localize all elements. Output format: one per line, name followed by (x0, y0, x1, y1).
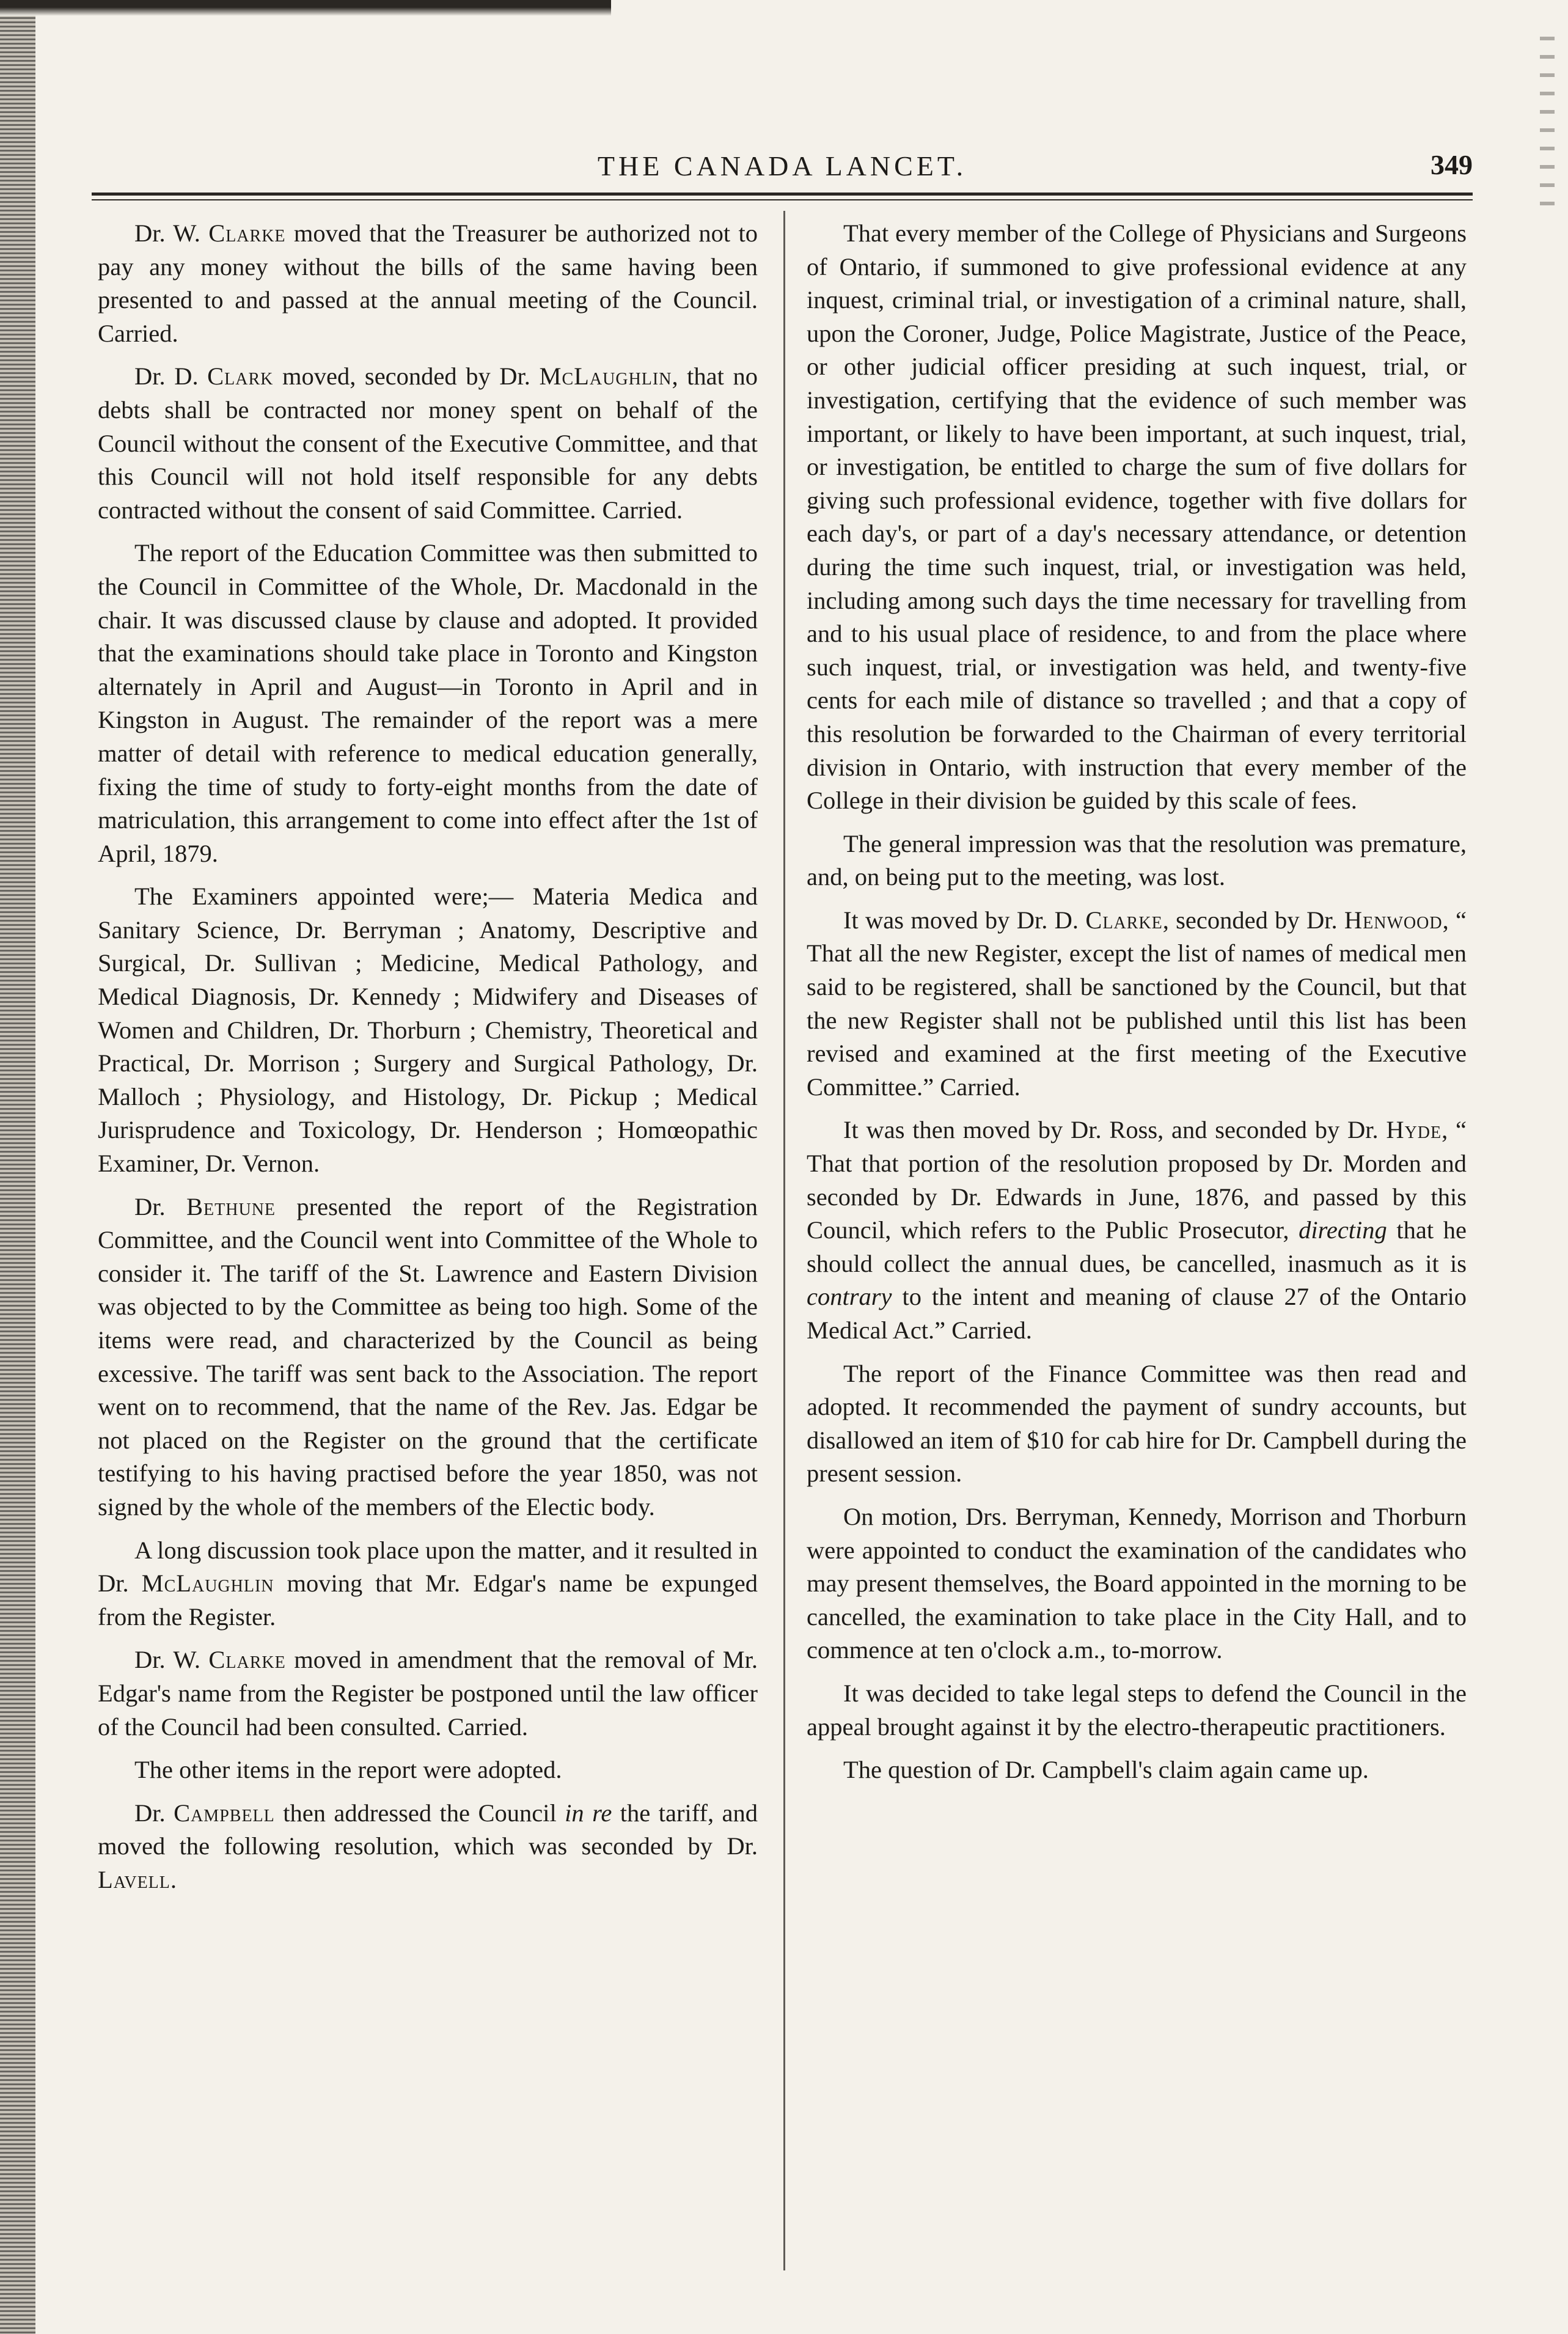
right-column (807, 217, 1467, 1787)
text-run: presented the report of the Registration Committee, and the Council went into Committee of the Whole to consider it. The tariff of the St. Lawrence and Eastern Division was objected to by the Committee as being too high. Some of the items were read, and characterized by the Council as being excessive. The tariff was sent back to the Association. The report went on to recommend, that the name of the Rev. Jas. Edgar be not placed on the Register on the ground that the certificate testifying to his having practised before the year 1850, was not signed by the whole of the members of the Electic body. (98, 1192, 758, 1521)
text-run: It was then moved by Dr. Ross, and seconded by Dr. (843, 1116, 1387, 1144)
paragraph-debts-motion (98, 360, 758, 527)
paragraph-education-report: The report of the Education Committee was then submitted to the Council in Committee of the Whole, Dr. Macdonald in the chair. It was discussed clause by clause and adopted. It provided that the examinations should take place in Toronto and Kingston alternately in April and August—in Toronto in April and in Kingston in August. The remainder of the report was a mere matter of detail with reference to medical education generally, fixing the time of study to forty-eight months from the date of matriculation, this arrangement to come into effect after the 1st of April, 1879. (98, 539, 758, 867)
text-run: , “ That all the new Register, except the list of names of medical men said to be registered, shall be sanctioned by the Council, but that the new Register shall not be published until this list has been revised and examined at the first meeting of the Executive Committee.” Carried. (807, 906, 1467, 1101)
left-column (98, 217, 758, 1897)
paragraph-examiners: The Examiners appointed were;— Materia Medica and Sanitary Science, Dr. Berryman ; Anatomy, Descriptive and Surgical, Dr. Sullivan ; Medicine, Medical Pathology, and Medical Diagnosis, Dr. Kennedy ; Midwifery and Diseases of Women and Children, Dr. Thorburn ; Chemistry, Theoretical and Practical, Dr. Morrison ; Surgery and Surgical Pathology, Dr. Malloch ; Physiology, and Histology, Dr. Pickup ; Medical Jurisprudence and Toxicology, Dr. Henderson ; Homœopathic Examiner, Dr. Vernon. (98, 883, 758, 1178)
paragraph-campbell-claim: The question of Dr. Campbell's claim again came up. (843, 1756, 1369, 1784)
paragraph-new-register-motion (807, 904, 1467, 1104)
italic-phrase: in re (565, 1799, 612, 1827)
text-run: , that no debts shall be contracted nor money spent on behalf of the Council without the consent of the Executive Committee, and that this Council will not hold itself responsible for any debts contracted without the consent of said Committee. Carried. (98, 362, 758, 524)
text-run: Dr. (134, 1192, 187, 1220)
page-number: 349 (1431, 149, 1473, 180)
scanned-binding-edge (0, 0, 35, 2334)
italic-phrase: contrary (807, 1283, 892, 1311)
paragraph-items-adopted: The other items in the report were adopted. (134, 1756, 562, 1784)
page-header (92, 138, 1473, 193)
name-small-caps: McLaughlin (141, 1569, 274, 1598)
paragraph-registration-report (98, 1191, 758, 1524)
name-small-caps: Henwood (1344, 906, 1443, 934)
text-run: , seconded by Dr. (1162, 906, 1344, 934)
paragraph-campbell-resolution (98, 1797, 758, 1897)
text-run: Dr. D. (134, 362, 208, 391)
paragraph-amendment (98, 1643, 758, 1744)
name-small-caps: Clarke (208, 219, 286, 247)
text-run: moved, seconded by Dr. (273, 362, 540, 391)
name-small-caps: Hyde (1386, 1116, 1442, 1144)
text-run: Dr. W. (134, 219, 209, 247)
name-small-caps: McLaughlin (539, 362, 672, 391)
name-small-caps: Clarke (1085, 906, 1163, 934)
header-rule-thin (92, 199, 1473, 200)
text-run: . (170, 1865, 177, 1893)
text-run: moving that Mr. Edgar's name be expunged from the Register. (98, 1569, 758, 1631)
text-run: , “ That that portion of the resolution proposed by Dr. Morden and seconded by Dr. Edwards in June, 1876, and passed by this Council, which refers to the Public Prosecutor, (807, 1116, 1467, 1244)
name-small-caps: Lavell (98, 1865, 170, 1893)
paragraph-legal-steps: It was decided to take legal steps to defend the Council in the appeal brought against it by the electro-therapeutic practitioners. (807, 1679, 1467, 1741)
running-title: THE CANADA LANCET. (597, 150, 967, 182)
name-small-caps: Campbell (174, 1799, 275, 1827)
text-run: moved in amendment that the removal of Mr. Edgar's name from the Register be postponed until the law officer of the Council had been consulted. Carried. (98, 1646, 758, 1741)
paragraph-resolution-text: That every member of the College of Physicians and Surgeons of Ontario, if summoned to give professional evidence at any inquest, criminal trial, or investigation of a criminal nature, shall, upon the Coroner, Judge, Police Magistrate, Justice of the Peace, or other judicial officer presiding at such inquest, trial, or investigation, certifying that the evidence of such member was important, or likely to have been important, at such inquest, trial, or investigation, be entitled to charge the sum of five dollars for giving such professional evidence, together with five dollars for each day's, or part of a day's necessary attendance, or detention during the time such inquest, trial, or investigation was held, including among such days the time necessary for travelling from and to his usual place of residence, to and from the place where such inquest, trial, or investigation was held, and twenty-five cents for each mile of distance so travelled ; and that a copy of this resolution be forwarded to the Chairman of every territorial division in Ontario, with instruction that every member of the College in their division be guided by this scale of fees. (807, 219, 1467, 815)
paragraph-public-prosecutor-motion (807, 1114, 1467, 1347)
column-divider (783, 211, 785, 2270)
italic-phrase: directing (1299, 1216, 1387, 1244)
text-run: that he should collect the annual dues, be cancelled, inasmuch as it is (807, 1216, 1467, 1277)
paragraph-long-discussion (98, 1534, 758, 1634)
text-run: moved that the Treasurer be authorized not to pay any money without the bills of the same having been presented to and passed at the annual meeting of the Council. Carried. (98, 219, 758, 347)
paragraph-examination-board: On motion, Drs. Berryman, Kennedy, Morrison and Thorburn were appointed to conduct the examination of the candidates who may present themselves, the Board appointed in the morning to be cancelled, the examination to take place in the City Hall, and to commence at ten o'clock a.m., to-morrow. (807, 1502, 1467, 1664)
text-run: then addressed the Council (274, 1799, 565, 1827)
text-run: It was moved by Dr. D. (843, 906, 1086, 934)
text-run: Dr. W. (134, 1646, 209, 1674)
header-rule-thick (92, 193, 1473, 196)
name-small-caps: Bethune (186, 1192, 276, 1220)
name-small-caps: Clark (207, 362, 274, 391)
text-run: Dr. (134, 1799, 174, 1827)
text-run: A long discussion took place upon the matter, and it resulted in Dr. (98, 1536, 758, 1598)
text-run: the tariff, and moved the following resolution, which was seconded by Dr. (98, 1799, 758, 1860)
paragraph-treasurer-motion (98, 217, 758, 350)
paragraph-finance-report: The report of the Finance Committee was then read and adopted. It recommended the payment of sundry accounts, but disallowed an item of $10 for cab hire for Dr. Campbell during the present session. (807, 1359, 1467, 1488)
name-small-caps: Clarke (208, 1646, 286, 1674)
paragraph-resolution-lost: The general impression was that the resolution was premature, and, on being put to the meeting, was lost. (807, 829, 1467, 891)
scanned-top-edge (0, 0, 611, 16)
text-run: to the intent and meaning of clause 27 of the Ontario Medical Act.” Carried. (807, 1283, 1467, 1344)
scanned-margin-marks (1540, 37, 1555, 208)
